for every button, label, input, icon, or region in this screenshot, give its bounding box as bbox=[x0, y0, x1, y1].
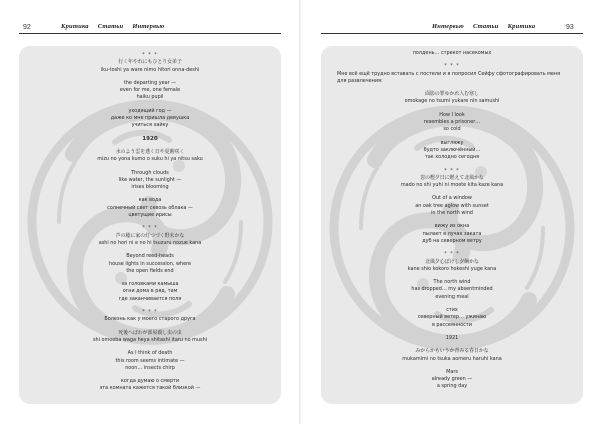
verse-line: even for me, one female bbox=[119, 87, 181, 94]
verse-line: a spring day bbox=[436, 383, 468, 390]
right-text-column bbox=[321, 50, 583, 391]
verse-line: 芦の穂に家の灯つづく野末かな bbox=[115, 232, 185, 239]
verse-line: like water, the sunlight — bbox=[118, 176, 182, 183]
running-head-item: Критика bbox=[507, 23, 536, 30]
verse-line: How I look bbox=[439, 111, 465, 118]
verse-line: выгляжу bbox=[440, 139, 464, 146]
verse-line: iku-toshi ya ware nimo hitori onna-deshi bbox=[100, 66, 200, 73]
verse-line: вижу из окна bbox=[434, 223, 470, 230]
verse-line: полдень… стрекот насекомых bbox=[412, 50, 492, 56]
verse-line: 窓の樫夕日に燃えて北風かな bbox=[420, 174, 484, 181]
verse-line: mizu no yona kumo o suku hi ya nitsu saku bbox=[97, 156, 203, 163]
verse-line: kane shio kokoro hokeshi yuge kana bbox=[407, 265, 497, 272]
verse-line: The north wind bbox=[433, 279, 471, 286]
verse-line: за головками камыша bbox=[121, 281, 179, 288]
verse-line: an oak tree aglow with sunset bbox=[415, 202, 489, 209]
verse-line: где заканчивается поля bbox=[118, 295, 182, 302]
verse-line: когда думаю о смерти bbox=[120, 378, 180, 385]
verse-line: Out of a window bbox=[432, 195, 472, 202]
section-divider: * * * bbox=[444, 167, 460, 174]
verse-line: shi omoeba waga heya shitashi itaru no mushi bbox=[92, 336, 208, 343]
verse-line: так холодно сегодня bbox=[424, 154, 480, 161]
verse-line: in the north wind bbox=[431, 210, 473, 217]
running-head-item: Статьи bbox=[97, 23, 124, 30]
page-number: 92 bbox=[23, 24, 31, 31]
year-heading: 1921 bbox=[445, 334, 459, 341]
verse-line: дуб на северном ветру bbox=[422, 237, 482, 244]
verse-line: северный ветер… ужинаю bbox=[417, 314, 487, 321]
section-divider: * * * bbox=[142, 52, 158, 58]
verse-line: цветущие ирисы bbox=[128, 212, 172, 219]
section-divider: * * * bbox=[444, 63, 460, 70]
header-rule bbox=[19, 33, 281, 34]
poem-panel bbox=[321, 46, 583, 404]
running-head-item: Статьи bbox=[473, 23, 499, 30]
verse-line: mukamimi no tsuka aomeru haruhi kana bbox=[402, 355, 502, 362]
running-head bbox=[432, 23, 544, 30]
verse-line: mado no shi yuhi ni moete kita kaze kana bbox=[400, 182, 504, 189]
verse-line: みからかもいうか青みる春日かな bbox=[415, 348, 489, 355]
header-rule bbox=[321, 33, 583, 34]
left-text-column bbox=[19, 52, 281, 393]
year-heading: 1920 bbox=[142, 135, 158, 142]
right-page bbox=[300, 0, 600, 424]
verse-line: в рассеянности bbox=[432, 321, 472, 328]
verse-line: so cold bbox=[443, 126, 461, 133]
verse-line: 北風夕心ぼけし夕餉かな bbox=[425, 258, 479, 265]
verse-line: учиться хайку bbox=[131, 122, 169, 129]
running-head-item: Интервью bbox=[132, 23, 165, 30]
verse-line: evening meal bbox=[435, 293, 469, 300]
verse-line: 行く年やれにもひとり女弟子 bbox=[118, 59, 182, 66]
verse-line: уходящий год — bbox=[128, 107, 172, 114]
verse-line: omokage no tsumi yukare nin samushi bbox=[404, 98, 500, 105]
verse-line: 面影の罪ゆかれ人む寒し bbox=[425, 91, 479, 98]
verse-line: солнечный свет сквозь облака — bbox=[107, 204, 193, 211]
verse-line: 水のよう雲を透く日や夏薊咲く bbox=[115, 148, 185, 155]
section-divider: * * * bbox=[444, 251, 460, 258]
verse-line: has dropped… my absentminded bbox=[411, 286, 493, 293]
verse-line: огни дома в ряд, там bbox=[122, 288, 178, 295]
verse-line: Beyond reed-heads bbox=[126, 253, 174, 260]
verse-line: the open fields end bbox=[126, 267, 174, 274]
verse-line: стих bbox=[446, 307, 458, 314]
verse-line: noon… insects chirp bbox=[125, 364, 175, 371]
verse-line: 死後へばわが部屋親し虫の虫 bbox=[118, 329, 182, 336]
verse-line: ashi no hori ni e no hi tsuzuru nozue kana bbox=[98, 239, 202, 246]
section-divider: * * * bbox=[142, 309, 158, 316]
verse-line: house lights in succession, where bbox=[109, 260, 191, 267]
page-number: 93 bbox=[566, 24, 574, 31]
running-head-item: Интервью bbox=[432, 23, 464, 30]
verse-line: haiku pupil bbox=[136, 94, 164, 101]
verse-line: this room seems intimate — bbox=[115, 357, 185, 364]
verse-line: пылает в лучах заката bbox=[422, 230, 482, 237]
verse-line: даже ко мне пришла девушка bbox=[110, 115, 190, 122]
verse-line: Болезнь как у моего старого друга bbox=[104, 316, 196, 323]
verse-line: resembles a prisoner… bbox=[423, 119, 481, 126]
verse-line: Through clouds bbox=[131, 169, 169, 176]
verse-line: As I think of death bbox=[127, 350, 173, 357]
verse-line: Mars bbox=[446, 368, 458, 375]
poem-panel bbox=[19, 46, 281, 404]
verse-line: the departing year — bbox=[123, 79, 177, 86]
running-head bbox=[61, 23, 173, 30]
verse-line: будто заключённый… bbox=[423, 146, 481, 153]
verse-line: эта комната кажется такой близкой — bbox=[99, 385, 201, 392]
section-divider: * * * bbox=[142, 225, 158, 232]
verse-line: как вода bbox=[138, 197, 162, 204]
verse-line: already green — bbox=[431, 376, 473, 383]
prose-paragraph: Мне всё ещё трудно вставать с постели и я попросил Сейфу сфотографировать меня для развлечения: bbox=[337, 70, 561, 84]
running-head-item: Критика bbox=[61, 23, 89, 30]
verse-line: irises blooming bbox=[131, 184, 169, 191]
